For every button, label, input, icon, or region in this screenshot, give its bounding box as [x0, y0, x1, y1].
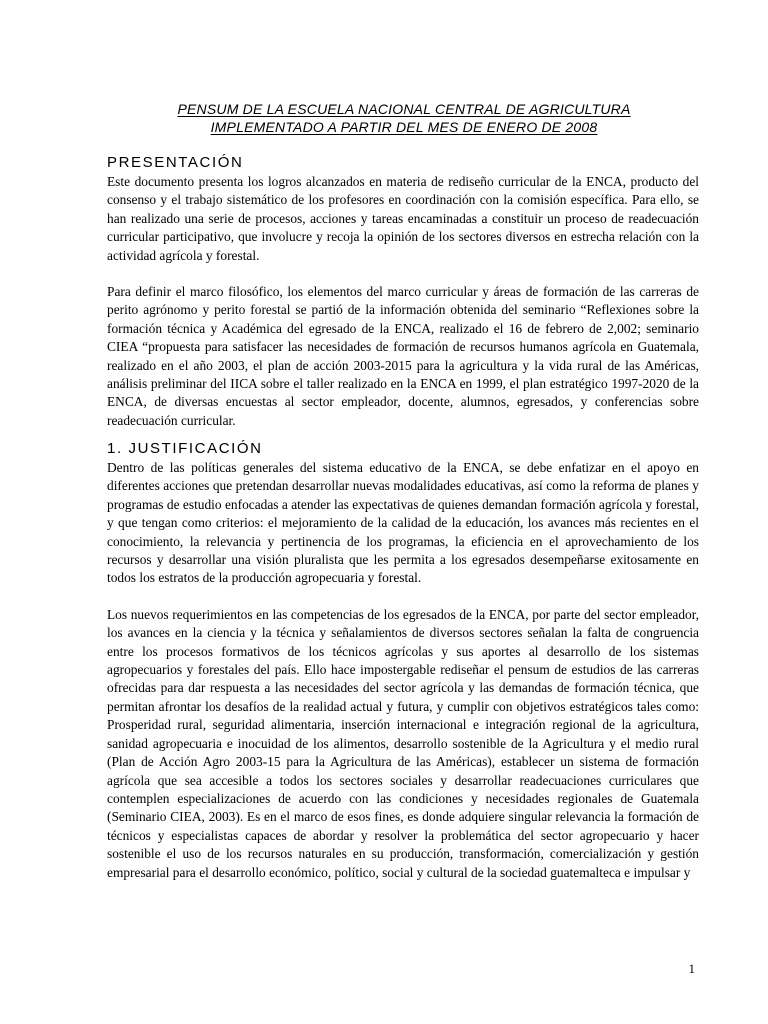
section-presentacion — [107, 153, 699, 430]
section-justificacion — [107, 439, 699, 882]
page-number: 1 — [688, 961, 695, 976]
section-heading-presentacion: PRESENTACIÓN — [107, 154, 244, 171]
section-heading-justificacion: 1. JUSTIFICACIÓN — [107, 440, 263, 457]
document-title — [108, 100, 700, 136]
paragraph: Para definir el marco filosófico, los elementos del marco curricular y áreas de formación de las carreras de perito agrónomo y perito forestal se partió de la información obtenida del seminario “Reflexiones sobre la formación técnica y Académica del egresado de la ENCA, realizado el 16 de febrero de 2,002; seminario CIEA “propuesta para satisfacer las necesidades de formación de recursos humanos agrícola en Guatemala, realizado en el año 2003, el plan de acción 2003-2015 para la agricultura y la vida rural de las Américas, análisis preliminar del IICA sobre el taller realizado en la ENCA en 1999, el plan estratégico 1997-2020 de la ENCA, de diversas encuestas al sector empleador, docente, alumnos, egresados, y conferencias sobre readecuación curricular. — [107, 284, 699, 428]
title-line-2: IMPLEMENTADO A PARTIR DEL MES DE ENERO DE 2008 — [210, 119, 598, 135]
paragraph: Este documento presenta los logros alcanzados en materia de rediseño curricular de la ENCA, producto del consenso y el trabajo sistemático de los profesores en coordinación con la comisión específica. Para ello, se han realizado una serie de procesos, acciones y tareas encaminadas a constituir un proceso de readecuación curricular participativo, que involucre y recoja la opinión de los sectores diversos en estrecha relación con la actividad agrícola y forestal. — [107, 174, 699, 263]
paragraph: Dentro de las políticas generales del sistema educativo de la ENCA, se debe enfatizar en el apoyo en diferentes acciones que pretendan desarrollar nuevas modalidades educativas, así como la reforma de planes y programas de estudio enfocadas a atender las expectativas de quienes demandan formación agrícola y forestal, y que tengan como criterios: el mejoramiento de la calidad de la educación, los avances más recientes en el conocimiento, la relevancia y pertinencia de los programas, la eficiencia en el aprovechamiento de los recursos y desarrollar una visión pluralista que les permita a los egresados desempeñarse exitosamente en todos los estratos de la producción agropecuaria y forestal. — [107, 460, 699, 586]
title-line-1: PENSUM DE LA ESCUELA NACIONAL CENTRAL DE AGRICULTURA — [177, 101, 631, 117]
paragraph: Los nuevos requerimientos en las competencias de los egresados de la ENCA, por parte del sector empleador, los avances en la ciencia y la técnica y señalamientos de diversos sectores señalan la falta de congruencia entre los procesos formativos de los técnicos agrícolas y sus aportes al desarrollo de los sistemas agropecuarios y forestales del país. Ello hace impostergable rediseñar el pensum de estudios de las carreras ofrecidas para dar respuesta a las necesidades del sector agrícola y las demandas de formación técnica, que permitan afrontar los desafíos de la realidad actual y futura, y cumplir con objetivos estratégicos tales como: Prosperidad rural, seguridad alimentaria, inserción internacional e integración regional de la agricultura, sanidad agropecuaria e inocuidad de los alimentos, desarrollo sostenible de la Agricultura y el medio rural (Plan de Acción Agro 2003-15 para la Agricultura de las Américas), establecer un sistema de formación agrícola que sea accesible a todos los sectores sociales y desarrollar readecuaciones curriculares que contemplen especializaciones de acuerdo con las condiciones y necesidades regionales de Guatemala (Seminario CIEA, 2003). Es en el marco de esos fines, es donde adquiere singular relevancia la formación de técnicos y especialistas capaces de abordar y resolver la problemática del sector agropecuario y hacer sostenible el uso de los recursos naturales en su producción, transformación, comercialización y gestión empresarial para el desarrollo económico, político, social y cultural de la sociedad guatemalteca e impulsar y — [107, 606, 699, 880]
